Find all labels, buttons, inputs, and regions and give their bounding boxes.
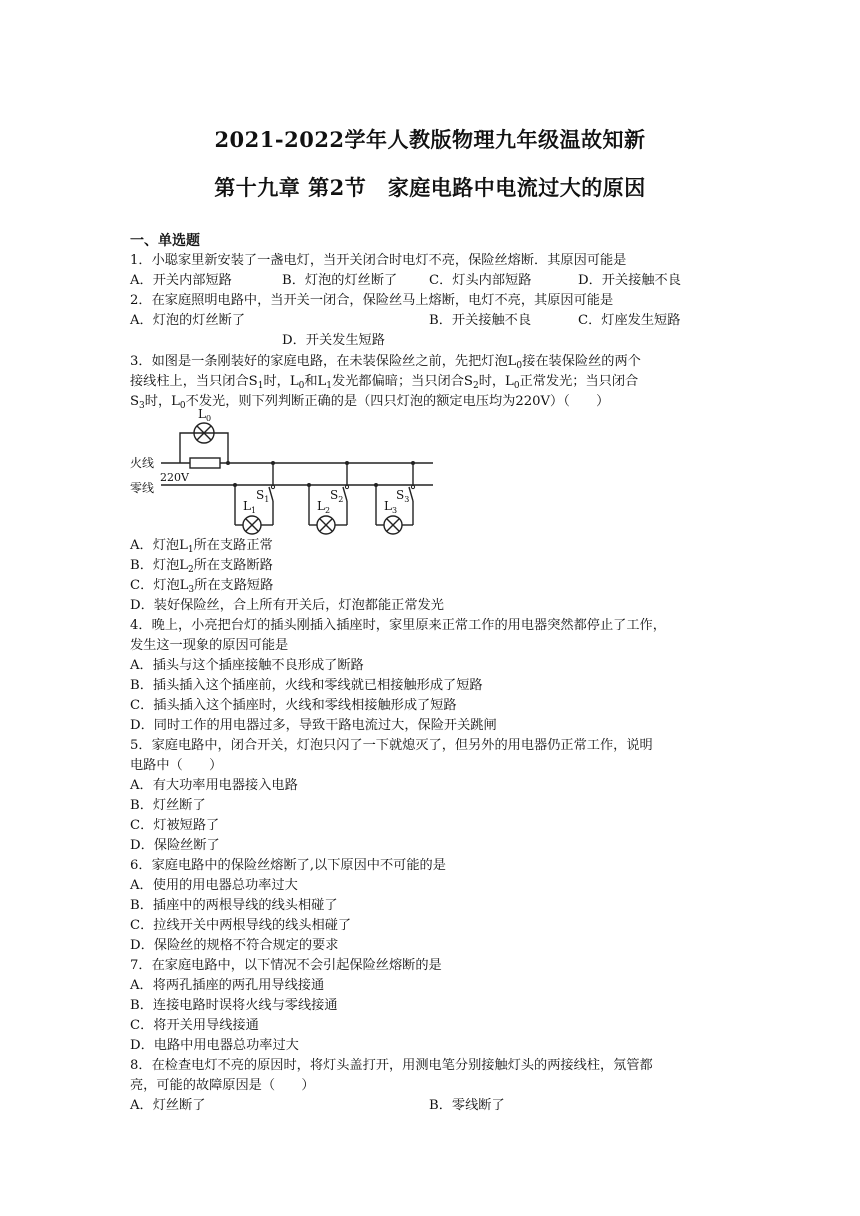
q1-option-a: A．开关内部短路 — [130, 273, 232, 288]
title-line-1: 2021-2022学年人教版物理九年级温故知新 — [214, 127, 646, 152]
live-label: 火线 — [130, 456, 155, 470]
q7-option-c: C．将开关用导线接通 — [130, 1018, 259, 1033]
svg-text:S3: $S_3$ — [396, 488, 410, 504]
q1-option-d: D．开关接触不良 — [578, 273, 681, 288]
q3-option-d: D．装好保险丝，合上所有开关后，灯泡都能正常发光 — [130, 598, 444, 613]
q7-option-b: B．连接电路时误将火线与零线接通 — [130, 998, 338, 1013]
q8-option-a: A．灯丝断了 — [130, 1098, 206, 1113]
fuse — [190, 458, 220, 468]
q3-option-a: A．灯泡$L_1$所在支路正常 — [130, 538, 273, 555]
q3-stem-line-2: 接线柱上，当只闭合$S_1$时，$L_0$和$L_1$发光都偏暗；当只闭合$S_2$时，$L_0$正常发光；当只闭合 — [130, 374, 639, 391]
q7-option-a: A．将两孔插座的两孔用导线接通 — [130, 978, 325, 993]
q3-option-b: B．灯泡$L_2$所在支路断路 — [130, 558, 273, 575]
q5-stem-line-1: 5．家庭电路中，闭合开关，灯泡只闪了一下就熄灭了，但另外的用电器仍正常工作，说明 — [130, 738, 653, 753]
section-heading: 一、单选题 — [130, 233, 200, 249]
q7-stem: 7．在家庭电路中，以下情况不会引起保险丝熔断的是 — [130, 958, 442, 973]
q6-option-c: C．拉线开关中两根导线的线头相碰了 — [130, 918, 352, 933]
q4-stem-line-2: 发生这一现象的原因可能是 — [130, 638, 289, 653]
q4-option-c: C．插头插入这个插座时，火线和零线相接触形成了短路 — [130, 698, 457, 713]
q3-option-c: C．灯泡$L_3$所在支路短路 — [130, 578, 274, 595]
svg-text:S1: $S_1$ — [256, 488, 270, 504]
q5-stem-line-2: 电路中（ ） — [130, 758, 223, 773]
q7-option-d: D．电路中用电器总功率过大 — [130, 1038, 299, 1053]
q2-option-b: B．开关接触不良 — [429, 313, 532, 328]
q2-stem: 2．在家庭照明电路中，当开关一闭合，保险丝马上熔断，电灯不亮，其原因可能是 — [130, 293, 614, 308]
q6-stem: 6．家庭电路中的保险丝熔断了,以下原因中不可能的是 — [130, 858, 446, 873]
q8-option-b: B．零线断了 — [429, 1098, 505, 1113]
q6-option-d: D．保险丝的规格不符合规定的要求 — [130, 938, 339, 953]
q5-option-b: B．灯丝断了 — [130, 798, 206, 813]
q4-option-b: B．插头插入这个插座前，火线和零线就已相接触形成了短路 — [130, 678, 483, 693]
svg-text:S2: $S_2$ — [330, 488, 344, 504]
switch-s2 — [343, 487, 347, 501]
svg-text:L1: $L_1$ — [243, 499, 257, 515]
q4-stem-line-1: 4．晚上，小亮把台灯的插头刚插入插座时，家里原来正常工作的用电器突然都停止了工作， — [130, 618, 666, 633]
q5-option-d: D．保险丝断了 — [130, 838, 220, 853]
q8-stem-line-2: 亮，可能的故障原因是（ ） — [130, 1078, 315, 1093]
q1-option-c: C．灯头内部短路 — [429, 273, 532, 288]
q5-option-c: C．灯被短路了 — [130, 818, 220, 833]
voltage-label: 220V — [160, 471, 189, 484]
svg-text:L2: $L_2$ — [317, 499, 331, 515]
switch-s3 — [409, 487, 413, 501]
q4-option-a: A．插头与这个插座接触不良形成了断路 — [130, 658, 364, 673]
q6-option-a: A．使用的用电器总功率过大 — [130, 878, 298, 893]
q1-stem: 1．小聪家里新安装了一盏电灯，当开关闭合时电灯不亮，保险丝熔断．其原因可能是 — [130, 253, 627, 268]
neutral-label: 零线 — [130, 481, 155, 495]
q3-stem-line-3: $S_3$时，$L_0$不发光，则下列判断正确的是（四只灯泡的额定电压均为220V）（ ） — [130, 394, 610, 411]
q6-option-b: B．插座中的两根导线的线头相碰了 — [130, 898, 338, 913]
title-line-2: 第十九章 第2节 家庭电路中电流过大的原因 — [214, 175, 646, 200]
q5-option-a: A．有大功率用电器接入电路 — [130, 778, 298, 793]
q2-option-c: C．灯座发生短路 — [578, 313, 681, 328]
q8-stem-line-1: 8．在检查电灯不亮的原因时，将灯头盖打开，用测电笔分别接触灯头的两接线柱，氖管都 — [130, 1058, 653, 1073]
switch-s1 — [269, 487, 273, 501]
q3-stem-line-1: 3．如图是一条刚装好的家庭电路，在未装保险丝之前，先把灯泡$L_0$接在装保险丝的两个 — [130, 354, 641, 371]
q4-option-d: D．同时工作的用电器过多，导致干路电流过大，保险开关跳闸 — [130, 718, 497, 733]
svg-text:L0: $L_0$ — [198, 407, 212, 423]
q2-option-a: A．灯泡的灯丝断了 — [130, 313, 246, 328]
circuit-diagram — [128, 403, 438, 543]
svg-text:L3: $L_3$ — [384, 499, 398, 515]
q1-option-b: B．灯泡的灯丝断了 — [282, 273, 398, 288]
q2-option-d: D．开关发生短路 — [282, 333, 385, 348]
